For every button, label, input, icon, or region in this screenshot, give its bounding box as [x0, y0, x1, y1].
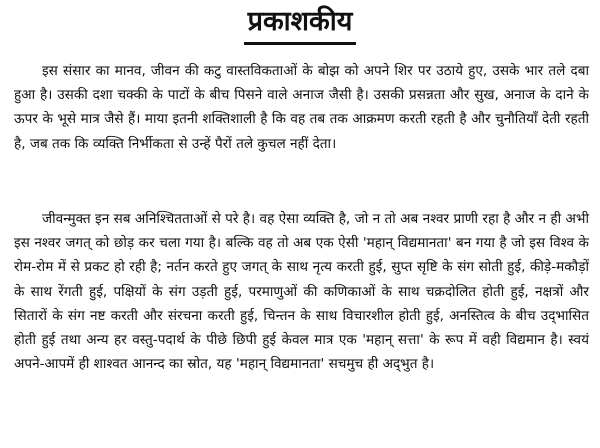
heading-container [0, 0, 600, 48]
paragraph-1 [14, 59, 589, 156]
paragraph-2 [14, 207, 589, 376]
page-title: प्रकाशकीय [244, 2, 357, 45]
paragraph-2-text: जीवन्मुक्त इन सब अनिश्चितताओं से परे है। वह ऐसा व्यक्ति है, जो न तो अब नश्वर प्राणी रहा है और न ही अभी इस नश्वर जगत् को छोड़ कर चला गया है। बल्कि वह तो अब एक ऐसी 'महान् विद्यमानता' बन गया है जो इस विश्व के रोम-रोम में से प्रकट हो रही है; नर्तन करते हुए जगत् के साथ नृत्य करती हुई, सुप्त सृष्टि के संग सोती हुई, कीड़े-मकौड़ों के साथ रेंगती हुई, पक्षियों के संग उड़ती हुई, परमाणुओं की कणिकाओं के साथ चक्रदोलित होती हुई, नक्षत्रों और सितारों के संग नष्ट करती और संरचना करती हुई, चिन्तन के साथ विचारशील होती हुई, अनस्तित्व के बीच उद्‌भासित होती हुई तथा अन्य हर वस्तु-पदार्थ के पीछे छिपी हुई केवल मात्र एक 'महान् सत्ता' के रूप में वही विद्यमान है। स्वयं अपने-आपमें ही शाश्वत आनन्द का स्रोत, यह 'महान् विद्यमानता' सचमुच ही अद्‌भुत है। [14, 211, 589, 373]
paragraph-1-text: इस संसार का मानव, जीवन की कटु वास्तविकताओं के बोझ को अपने शिर पर उठाये हुए, उसके भार तले दबा हुआ है। उसकी दशा चक्की के पाटों के बीच पिसने वाले अनाज जैसी है। उसकी प्रसन्नता और सुख, अनाज के दाने के ऊपर के भूसे मात्र जैसे हैं। माया इतनी शक्तिशाली है कि वह तब तक आक्रमण करती रहती है और चुनौतियाँ देती रहती है, जब तक कि व्यक्ति निर्भीकता से उन्हें पैरों तले कुचल नहीं देता। [14, 63, 589, 152]
